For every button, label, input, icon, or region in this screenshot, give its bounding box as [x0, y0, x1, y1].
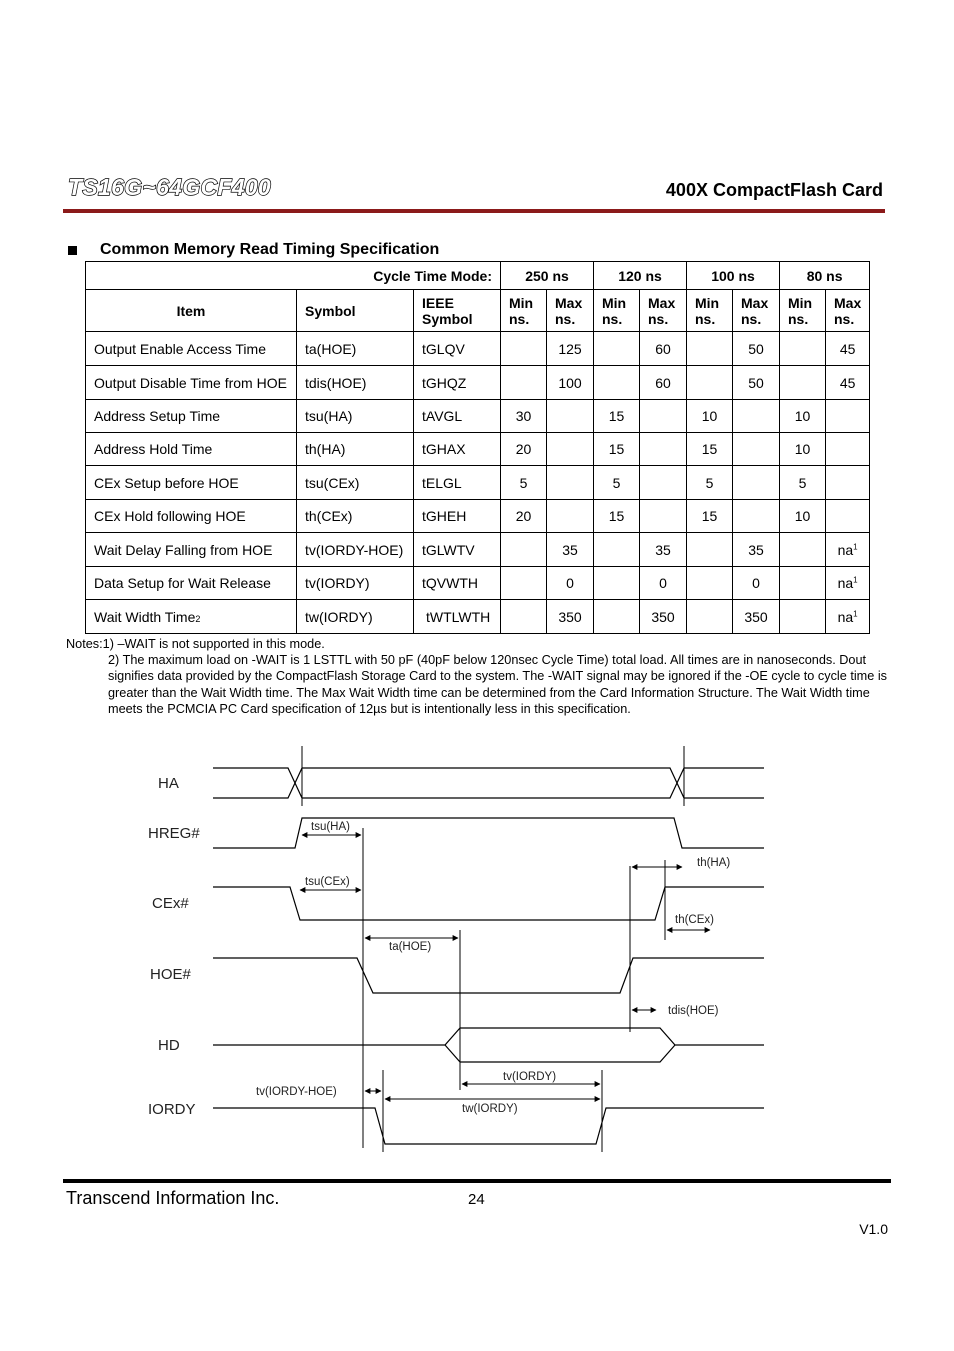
min-cell	[780, 567, 826, 600]
min-cell	[687, 366, 733, 400]
min-cell	[780, 466, 826, 500]
min-cell	[687, 433, 733, 466]
min-cell	[687, 400, 733, 433]
cycle-time-label: Cycle Time Mode:	[86, 262, 501, 290]
cycle-mode-row	[86, 262, 870, 290]
value-text: 15	[608, 508, 625, 524]
th-cex-label: th(CEx)	[675, 914, 714, 926]
col-ieee-header: IEEE Symbol	[414, 290, 501, 332]
max-cell	[826, 600, 870, 634]
hreg-waveform	[213, 818, 764, 848]
value-text: 5	[519, 474, 528, 491]
min-cell	[594, 433, 640, 466]
mode-header: 250 ns	[501, 262, 594, 290]
ta-hoe-label: ta(HOE)	[389, 941, 432, 953]
th-ha-label: th(HA)	[697, 857, 731, 869]
notes	[66, 636, 896, 717]
company-name: Transcend Information Inc.	[66, 1188, 280, 1208]
item-cell	[86, 500, 297, 533]
max-cell	[826, 533, 870, 567]
header-rule	[63, 209, 885, 213]
value-text: 45	[839, 340, 856, 357]
min-cell	[687, 332, 733, 366]
tv-iordy-label: tv(IORDY)	[503, 1071, 557, 1083]
min-cell	[780, 533, 826, 567]
symbol-cell: tv(IORDY-HOE)	[297, 533, 414, 567]
item-note-ref: 2	[195, 613, 201, 624]
max-cell	[547, 600, 594, 634]
value-text: 5	[798, 474, 807, 491]
symbol-cell: th(HA)	[297, 433, 414, 466]
note-2: 2) The maximum load on -WAIT is 1 LSTTL with 50 pF (40pF below 120nsec Cycle Time) total load. All times are in nanoseconds. Dout signifies data provided by the CompactFlash Storage Card to the system. The -WAIT signal may be ignored if the -OE cycle to cycle time is greater than the Wait Width time. The Max Wait Width time can be determined from the Card Information Structure. The Wait Width time meets the PCMCIA PC Card specification of 12µs but is intentionally less in this specification.	[108, 653, 887, 716]
value-text: 20	[515, 508, 532, 524]
value-text: 0	[752, 575, 760, 591]
item-text: CEx Hold following HOE	[94, 508, 246, 524]
tsu-ha-label: tsu(HA)	[311, 821, 350, 833]
max-cell	[826, 332, 870, 366]
mode-header: 120 ns	[594, 262, 687, 290]
min-cell	[594, 332, 640, 366]
square-bullet-icon	[68, 246, 77, 255]
page-number: 24	[468, 1191, 485, 1208]
item-text: Output Enable Access Time	[94, 340, 266, 357]
ieee-cell: tGHAX	[414, 433, 501, 466]
value-text: 20	[515, 441, 532, 457]
min-cell	[501, 433, 547, 466]
min-header: Min ns.	[594, 290, 640, 332]
max-cell	[547, 500, 594, 533]
value-text: 15	[608, 408, 625, 424]
min-cell	[687, 533, 733, 567]
symbol-cell: tsu(HA)	[297, 400, 414, 433]
item-cell	[86, 332, 297, 366]
hoe-waveform	[213, 958, 764, 993]
table-row	[86, 500, 870, 533]
item-text: Wait Width Time	[94, 608, 196, 625]
value-text: na	[837, 541, 854, 558]
item-cell	[86, 400, 297, 433]
max-cell	[640, 366, 687, 400]
section-title: Common Memory Read Timing Specification	[100, 241, 440, 258]
min-cell	[594, 600, 640, 634]
value-text: 350	[558, 608, 582, 625]
col-item-header: Item	[86, 290, 297, 332]
signal-label: IORDY	[148, 1101, 196, 1118]
footnote-mark: 1	[853, 608, 858, 618]
tsu-cex-label: tsu(CEx)	[305, 876, 350, 888]
value-text: 350	[651, 608, 675, 625]
min-cell	[687, 466, 733, 500]
value-text: 10	[794, 441, 811, 457]
tw-iordy-label: tw(IORDY)	[462, 1103, 518, 1115]
note-1: Notes:1) –WAIT is not supported in this mode.	[66, 637, 325, 651]
value-text: 10	[794, 408, 811, 424]
min-cell	[780, 500, 826, 533]
column-header-row	[86, 290, 870, 332]
value-text: 15	[608, 441, 625, 457]
signal-label: CEx#	[152, 895, 189, 912]
signal-label: HOE#	[150, 966, 191, 983]
table-row	[86, 366, 870, 400]
value-text: 125	[558, 340, 582, 357]
max-cell	[640, 433, 687, 466]
min-cell	[780, 366, 826, 400]
value-text: na	[837, 608, 854, 625]
max-cell	[733, 533, 780, 567]
max-cell	[640, 533, 687, 567]
min-cell	[687, 600, 733, 634]
max-cell	[547, 433, 594, 466]
item-text: Wait Delay Falling from HOE	[94, 541, 273, 558]
min-cell	[780, 433, 826, 466]
max-cell	[826, 400, 870, 433]
min-header: Min ns.	[687, 290, 733, 332]
ieee-cell: tGLQV	[414, 332, 501, 366]
value-text: 100	[558, 374, 582, 391]
max-cell	[733, 400, 780, 433]
symbol-cell: ta(HOE)	[297, 332, 414, 366]
symbol-cell: tw(IORDY)	[297, 600, 414, 634]
mode-header: 80 ns	[780, 262, 870, 290]
table-row	[86, 600, 870, 634]
item-cell	[86, 366, 297, 400]
max-header: Max ns.	[733, 290, 780, 332]
max-cell	[826, 366, 870, 400]
min-cell	[501, 533, 547, 567]
min-cell	[594, 366, 640, 400]
ieee-cell: tQVWTH	[414, 567, 501, 600]
footer-rule	[63, 1179, 891, 1183]
item-text: Address Setup Time	[94, 408, 221, 424]
mode-header: 100 ns	[687, 262, 780, 290]
ieee-cell: tGHEH	[414, 500, 501, 533]
ieee-cell: tGLWTV	[414, 533, 501, 567]
max-cell	[547, 533, 594, 567]
table-row	[86, 332, 870, 366]
max-cell	[640, 466, 687, 500]
max-cell	[826, 567, 870, 600]
min-cell	[594, 567, 640, 600]
value-text: 50	[748, 340, 764, 357]
ieee-cell: tWTLWTH	[414, 600, 501, 634]
min-cell	[501, 500, 547, 533]
symbol-cell: th(CEx)	[297, 500, 414, 533]
table-row	[86, 533, 870, 567]
min-cell	[594, 400, 640, 433]
max-cell	[733, 567, 780, 600]
min-cell	[501, 466, 547, 500]
max-cell	[640, 500, 687, 533]
hd-waveform	[213, 1028, 764, 1045]
table-row	[86, 466, 870, 500]
symbol-cell: tv(IORDY)	[297, 567, 414, 600]
value-text: 60	[655, 340, 671, 357]
value-text: 0	[659, 575, 667, 591]
value-text: na	[837, 575, 854, 591]
max-cell	[547, 567, 594, 600]
hd-waveform-low	[445, 1045, 675, 1062]
max-cell	[826, 433, 870, 466]
min-cell	[594, 466, 640, 500]
max-header: Max ns.	[547, 290, 594, 332]
item-cell	[86, 433, 297, 466]
max-cell	[640, 567, 687, 600]
item-text: Data Setup for Wait Release	[94, 575, 271, 591]
symbol-cell: tsu(CEx)	[297, 466, 414, 500]
table-row	[86, 400, 870, 433]
min-header: Min ns.	[501, 290, 547, 332]
max-cell	[547, 400, 594, 433]
signal-label: HD	[158, 1037, 180, 1054]
item-cell	[86, 466, 297, 500]
signal-label: HA	[158, 775, 179, 792]
value-text: 60	[655, 374, 671, 391]
max-cell	[733, 433, 780, 466]
value-text: 5	[705, 474, 714, 491]
max-cell	[733, 332, 780, 366]
value-text: 50	[748, 374, 764, 391]
value-text: 5	[612, 474, 621, 491]
value-text: 35	[655, 541, 671, 558]
min-cell	[780, 600, 826, 634]
item-cell	[86, 533, 297, 567]
value-text: 35	[748, 541, 764, 558]
value-text: 30	[515, 408, 532, 424]
item-cell	[86, 567, 297, 600]
max-header: Max ns.	[640, 290, 687, 332]
item-text: Output Disable Time from HOE	[94, 374, 287, 391]
min-cell	[780, 332, 826, 366]
value-text: 15	[701, 441, 718, 457]
max-cell	[826, 466, 870, 500]
max-cell	[640, 332, 687, 366]
ieee-cell: tGHQZ	[414, 366, 501, 400]
read-timing-diagram	[130, 740, 770, 1160]
max-cell	[547, 466, 594, 500]
min-cell	[687, 567, 733, 600]
max-cell	[547, 332, 594, 366]
min-header: Min ns.	[780, 290, 826, 332]
table-row	[86, 433, 870, 466]
product-title: 400X CompactFlash Card	[665, 180, 883, 200]
value-text: 35	[562, 541, 578, 558]
model-title: TS16G~64GCF400	[68, 174, 272, 200]
item-cell	[86, 600, 297, 634]
max-cell	[733, 500, 780, 533]
col-symbol-header: Symbol	[297, 290, 414, 332]
table-row	[86, 567, 870, 600]
max-cell	[640, 400, 687, 433]
min-cell	[594, 500, 640, 533]
ieee-cell: tAVGL	[414, 400, 501, 433]
min-cell	[594, 533, 640, 567]
tdis-hoe-label: tdis(HOE)	[668, 1005, 719, 1017]
item-text: Address Hold Time	[94, 441, 213, 457]
min-cell	[687, 500, 733, 533]
signal-label: HREG#	[148, 825, 200, 842]
value-text: 0	[566, 575, 574, 591]
value-text: 10	[701, 408, 718, 424]
max-cell	[733, 366, 780, 400]
tv-iordy-hoe-label: tv(IORDY-HOE)	[256, 1086, 337, 1098]
min-cell	[780, 400, 826, 433]
min-cell	[501, 400, 547, 433]
min-cell	[501, 332, 547, 366]
timing-spec-table	[85, 261, 870, 634]
min-cell	[501, 600, 547, 634]
value-text: 10	[794, 508, 811, 524]
item-text: CEx Setup before HOE	[94, 474, 239, 491]
max-cell	[547, 366, 594, 400]
symbol-cell: tdis(HOE)	[297, 366, 414, 400]
value-text: 350	[744, 608, 768, 625]
min-cell	[501, 567, 547, 600]
footnote-mark: 1	[853, 575, 858, 585]
value-text: 45	[839, 374, 856, 391]
footnote-mark: 1	[853, 541, 858, 551]
max-cell	[826, 500, 870, 533]
min-cell	[501, 366, 547, 400]
ieee-cell: tELGL	[414, 466, 501, 500]
max-header: Max ns.	[826, 290, 870, 332]
max-cell	[733, 600, 780, 634]
max-cell	[733, 466, 780, 500]
version-label: V1.0	[859, 1221, 888, 1237]
value-text: 15	[701, 508, 718, 524]
max-cell	[640, 600, 687, 634]
